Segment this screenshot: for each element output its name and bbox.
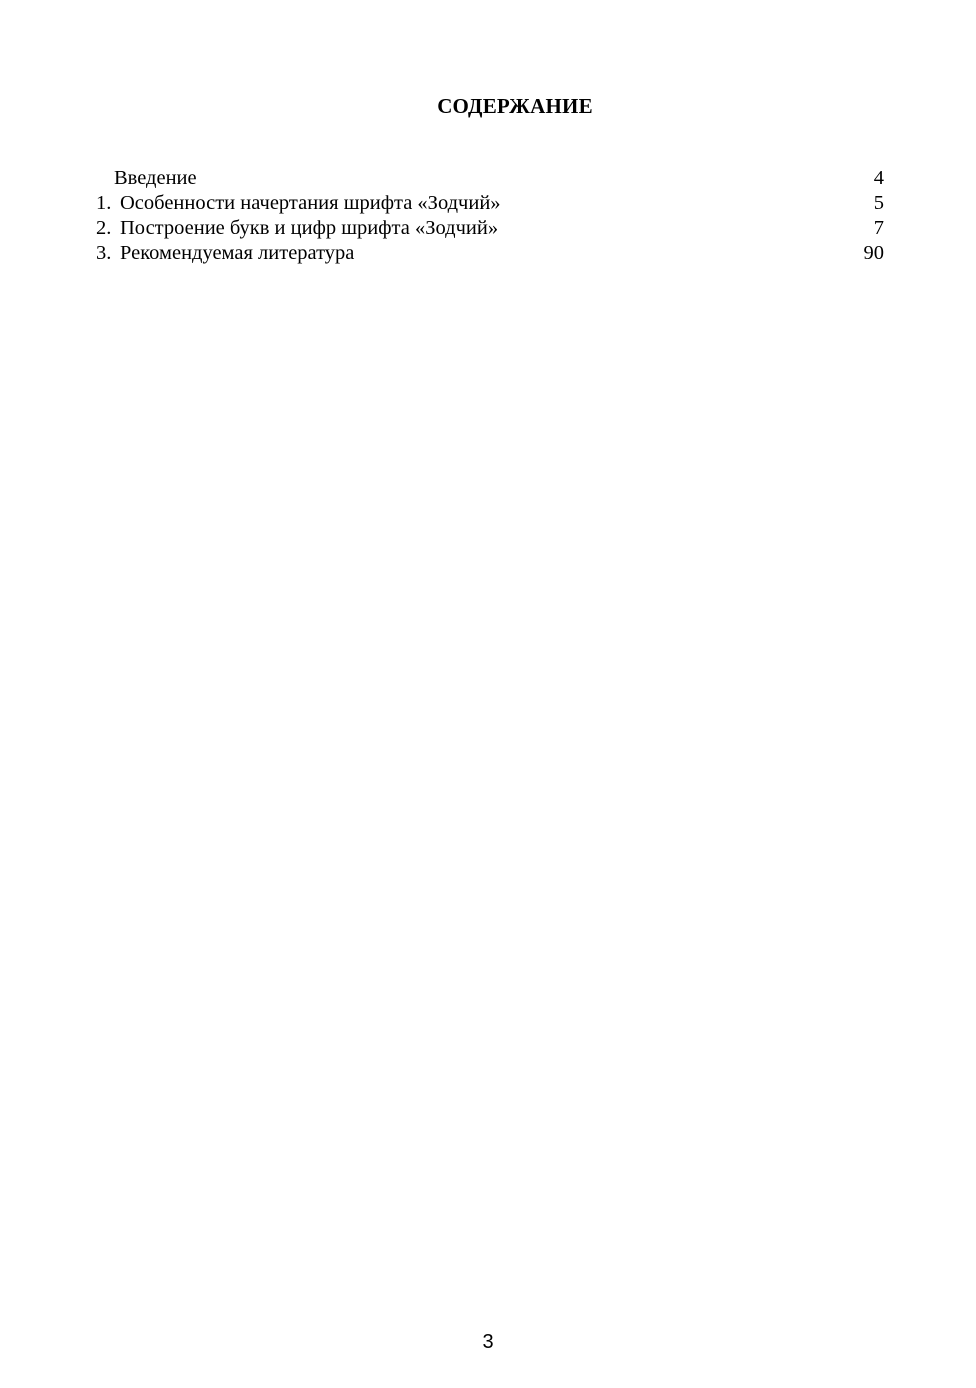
toc-entry-page: 4 <box>873 167 884 189</box>
toc-entry-page: 90 <box>863 242 884 264</box>
page-number: 3 <box>482 1331 494 1353</box>
table-of-contents <box>96 166 884 266</box>
toc-entry-number: 2. <box>96 217 112 239</box>
toc-entry-introduction[interactable] <box>96 166 884 191</box>
toc-entry-title: Особенности начертания шрифта «Зодчий» <box>120 192 501 214</box>
toc-entry-title: Построение букв и цифр шрифта «Зодчий» <box>120 217 499 239</box>
toc-entry-number: 1. <box>96 192 112 214</box>
toc-entry-1[interactable] <box>96 191 884 216</box>
toc-entry-number: 3. <box>96 242 112 264</box>
toc-entry-title: Рекомендуемая литература <box>120 242 355 264</box>
page-title: СОДЕРЖАНИЕ <box>437 94 593 118</box>
toc-entry-title: Введение <box>114 167 197 189</box>
toc-entry-2[interactable] <box>96 216 884 241</box>
toc-entry-3[interactable] <box>96 241 884 266</box>
toc-entry-page: 7 <box>873 217 884 239</box>
toc-entry-page: 5 <box>873 192 884 214</box>
